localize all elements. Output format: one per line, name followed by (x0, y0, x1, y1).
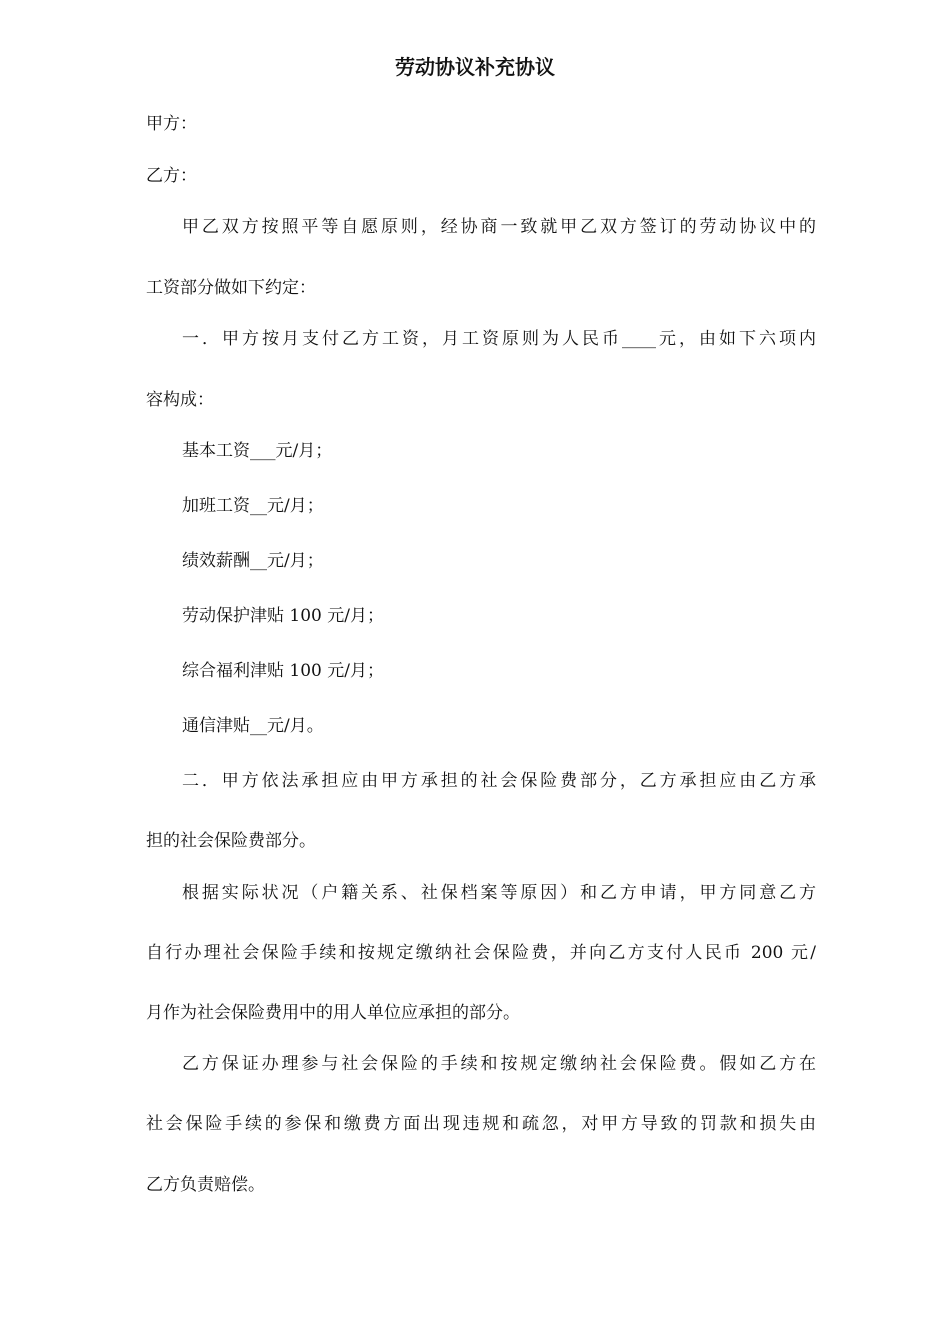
salary-item-overtime: 加班工资__元/月； (182, 496, 324, 516)
clause-1-line-2: 容构成： (146, 390, 214, 410)
paragraph-3-line-3: 月作为社会保险费用中的用人单位应承担的部分。 (146, 1003, 520, 1023)
paragraph-3-line-2: 自行办理社会保险手续和按规定缴纳社会保险费，并向乙方支付人民币 200 元/ (146, 943, 816, 963)
paragraph-3-line-1: 根据实际状况（户籍关系、社保档案等原因）和乙方申请，甲方同意乙方 (182, 883, 816, 903)
salary-item-welfare-allowance: 综合福利津贴 100 元/月； (182, 661, 384, 681)
paragraph-4-line-1: 乙方保证办理参与社会保险的手续和按规定缴纳社会保险费。假如乙方在 (182, 1054, 816, 1074)
intro-line-1: 甲乙双方按照平等自愿原则，经协商一致就甲乙双方签订的劳动协议中的 (182, 217, 816, 237)
salary-item-basic: 基本工资___元/月； (182, 441, 333, 461)
party-a-label: 甲方： (146, 114, 197, 134)
salary-item-protection-allowance: 劳动保护津贴 100 元/月； (182, 606, 384, 626)
clause-2-line-2: 担的社会保险费部分。 (146, 831, 316, 851)
salary-item-communication-allowance: 通信津贴__元/月。 (182, 716, 324, 736)
salary-item-performance: 绩效薪酬__元/月； (182, 551, 324, 571)
clause-1-line-1: 一．甲方按月支付乙方工资，月工资原则为人民币____元，由如下六项内 (182, 329, 816, 349)
intro-line-2: 工资部分做如下约定： (146, 278, 316, 298)
document-title: 劳动协议补充协议 (395, 55, 555, 79)
clause-2-line-1: 二．甲方依法承担应由甲方承担的社会保险费部分，乙方承担应由乙方承 (182, 771, 816, 791)
paragraph-4-line-2: 社会保险手续的参保和缴费方面出现违规和疏忽，对甲方导致的罚款和损失由 (146, 1114, 816, 1134)
paragraph-4-line-3: 乙方负责赔偿。 (146, 1175, 265, 1195)
party-b-label: 乙方： (146, 166, 197, 186)
